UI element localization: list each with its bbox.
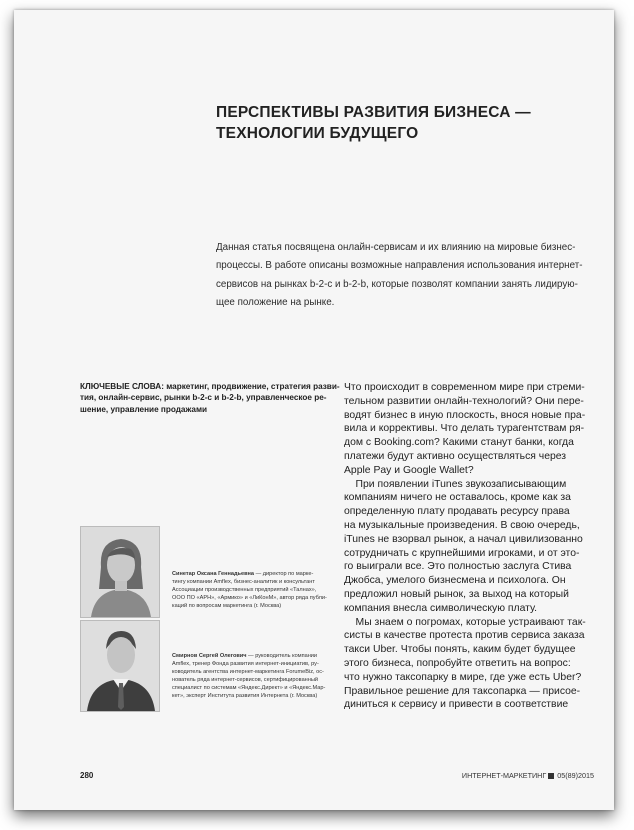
body-line: этого бизнеса, попробуйте ответить на вопрос: — [344, 657, 571, 669]
journal-footer — [462, 771, 594, 780]
bio-line: — директор по марке- — [254, 571, 314, 577]
body-line: систы в качестве протеста против сервиса заказа — [344, 630, 585, 642]
body-line: водят бизнес в иную плоскость, внося новые пра- — [344, 409, 586, 421]
author-bio — [172, 570, 342, 610]
bio-line: каций по вопросам маркетинга (г. Москва) — [172, 603, 282, 610]
body-line: го выиграли все. Это полностью заслуга Стива — [344, 561, 572, 573]
author-card — [80, 620, 342, 710]
author-photo — [80, 620, 160, 712]
author-card — [80, 526, 342, 616]
body-line: дом с Booking.com? Какими станут банки, когда — [344, 437, 574, 449]
abstract-line: щее положение на рынке. — [216, 297, 335, 309]
square-icon — [548, 773, 554, 779]
page-number: 280 — [80, 771, 94, 780]
body-line: Мы знаем о погромах, которые устраивают так- — [344, 616, 586, 628]
body-line: диниться к сервису и привести в соответствие — [344, 699, 569, 711]
author-name: Смирнов Сергей Олегович — [172, 653, 247, 659]
bio-line: ководитель агентства интернет-маркетинга ForumeBiz, ос- — [172, 669, 324, 676]
bio-line: специалист по системам «Яндекс.Директ» и «Яндекс.Мар- — [172, 685, 326, 692]
bio-line: Amflex, тренер Фонда развития интернет-инициатив, ру- — [172, 661, 319, 668]
author-photo — [80, 526, 160, 618]
title-line: ПЕРСПЕКТИВЫ РАЗВИТИЯ БИЗНЕСА — — [216, 104, 531, 121]
abstract-line: сервисов на рынках b-2-с и b-2-b, которые позволят компании занять лидирую- — [216, 278, 578, 290]
body-line: Apple Pay и Google Wallet? — [344, 464, 474, 476]
keywords-line: тия, онлайн-сервис, рынки b-2-c и b-2-b, управленческое ре- — [80, 393, 327, 403]
bio-line: нователь ряда интернет-сервисов, сертифицированный — [172, 677, 319, 684]
body-line: платежи будут активно осуществляться через — [344, 450, 567, 462]
body-line: Что происходит в современном мире при стреми- — [344, 382, 585, 393]
article-abstract — [216, 239, 600, 313]
bio-line: Ассоциации производственных предприятий «Талнах», — [172, 587, 317, 594]
bio-line: тингу компании Amflex, бизнес-аналитик и консультант — [172, 579, 315, 586]
issue-number: 05(89)2015 — [557, 771, 594, 780]
body-line: компаниям ничего не оставалось, кроме как за — [344, 492, 571, 504]
body-line: Джобса, умелого бизнесмена и психолога. Он — [344, 575, 566, 587]
body-line: компания внесла символическую плату. — [344, 602, 538, 614]
body-line: на музыкальные произведения. В свою очередь, — [344, 519, 580, 531]
keywords-line: шение, управление продажами — [80, 404, 208, 414]
abstract-line: процессы. В работе описаны возможные направления использования интернет- — [216, 260, 583, 272]
body-line: Правильное решение для таксопарка — присое- — [344, 685, 581, 697]
body-line: iTunes не взорвал рынок, а начал цивилизованно — [344, 533, 583, 545]
bio-line: кет», эксперт Института развития Интернета (г. Москва) — [172, 693, 318, 700]
article-body — [344, 381, 606, 712]
body-line: определенную плату продавать ресурсу права — [344, 506, 570, 518]
body-line: тельном развитии онлайн-технологий? Они пере- — [344, 395, 584, 407]
bio-line: — руководитель компании — [246, 653, 318, 659]
body-line: такси Uber. Чтобы понять, каким будет будущее — [344, 644, 576, 656]
body-line: вила и коррективы. Что делать турагентствам ря- — [344, 423, 585, 435]
body-line: сотрудничать с крупнейшими игроками, и от это- — [344, 547, 580, 559]
keywords — [80, 381, 342, 415]
body-line: При появлении iTunes звукозаписывающим — [344, 478, 567, 490]
keywords-line: КЛЮЧЕВЫЕ СЛОВА: маркетинг, продвижение, стратегия разви- — [80, 382, 340, 391]
bio-line: ООО ПО «АРН», «Армико» и «ЛиКонМ», автор ряда публи- — [172, 595, 327, 602]
journal-name: ИНТЕРНЕТ-МАРКЕТИНГ — [461, 771, 547, 780]
journal-page — [14, 10, 614, 810]
author-bio — [172, 652, 342, 701]
body-line: предложил новый рынок, за выход на который — [344, 588, 569, 600]
author-name: Синетар Оксана Геннадьевна — [172, 571, 255, 577]
body-line: что нужно таксопарку в мире, где уже есть Uber? — [344, 671, 582, 683]
abstract-line: Данная статья посвящена онлайн-сервисам и их влиянию на мировые бизнес- — [216, 242, 576, 253]
article-title — [216, 102, 596, 144]
title-line: ТЕХНОЛОГИИ БУДУЩЕГО — [216, 125, 419, 142]
